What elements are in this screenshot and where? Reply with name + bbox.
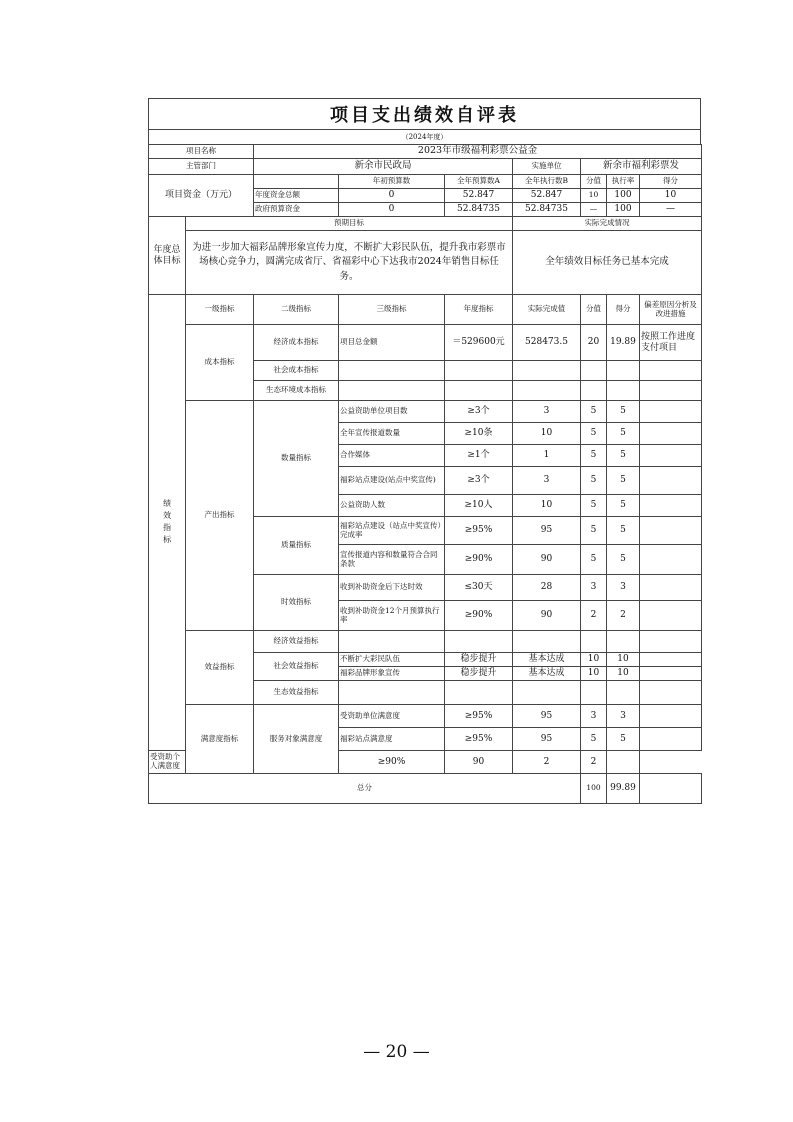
funds-row-name: 年度资金总额	[254, 189, 339, 203]
indicators-side-label: 绩效指标	[149, 295, 186, 751]
indicator-actual: 28	[513, 575, 581, 601]
indicator-score: 10	[581, 653, 607, 667]
indicator-score: 5	[581, 401, 607, 423]
funds-row-exec: 52.84735	[513, 203, 581, 217]
indicator-points: 5	[607, 545, 640, 575]
header-level2: 二级指标	[254, 295, 339, 325]
satisfaction-indicator-label: 满意度指标	[186, 705, 254, 774]
indicator-actual: 95	[513, 517, 581, 545]
funds-header-score: 分值	[581, 175, 607, 189]
total-label: 总分	[149, 774, 581, 804]
header-reason: 偏差原因分析及改进措施	[640, 295, 702, 325]
indicator-target: ≤30天	[445, 575, 513, 601]
indicator-item: 受资助个人满意度	[149, 751, 186, 774]
indicator-score: 5	[581, 495, 607, 517]
indicator-item: 收到补助资金后下达时效	[339, 575, 445, 601]
funds-row-name: 政府预算资金	[254, 203, 339, 217]
indicator-target: ≥3个	[445, 401, 513, 423]
dept-value: 新余市民政局	[254, 159, 513, 175]
indicator-points: 5	[607, 495, 640, 517]
indicator-score: 5	[581, 467, 607, 495]
indicator-actual: 95	[513, 705, 581, 728]
funds-header-rate: 执行率	[607, 175, 640, 189]
header-target: 年度指标	[445, 295, 513, 325]
indicator-points: 2	[607, 601, 640, 631]
funds-row-points: —	[640, 203, 702, 217]
indicator-points: 5	[607, 401, 640, 423]
indicator-item: 合作媒体	[339, 445, 445, 467]
indicator-points: 5	[607, 467, 640, 495]
social-cost-label: 社会成本指标	[254, 361, 339, 381]
indicator-target: 稳步提升	[445, 667, 513, 681]
indicator-target: ≥1个	[445, 445, 513, 467]
indicator-target: ≥95%	[445, 705, 513, 728]
indicator-actual: 10	[513, 423, 581, 445]
indicator-item: 收到补助资金12个月预算执行率	[339, 601, 445, 631]
econ-cost-label: 经济成本指标	[254, 325, 339, 361]
indicator-item: 福彩站点建设(站点中奖宣传)	[339, 467, 445, 495]
indicator-actual: 3	[513, 401, 581, 423]
indicator-points: 5	[607, 445, 640, 467]
econ-cost-score: 20	[581, 325, 607, 361]
total-points: 99.89	[607, 774, 640, 804]
funds-header-exec: 全年执行数B	[513, 175, 581, 189]
goals-label: 年度总体目标	[149, 217, 186, 295]
page-number: — 20 —	[363, 1042, 430, 1062]
indicator-points: 3	[607, 575, 640, 601]
header-level3: 三级指标	[339, 295, 445, 325]
project-name: 2023年市级福利彩票公益金	[254, 145, 702, 159]
indicator-target: 稳步提升	[445, 653, 513, 667]
econ-cost-actual: 528473.5	[513, 325, 581, 361]
timeliness-indicator-label: 时效指标	[254, 575, 339, 631]
funds-row-points: 10	[640, 189, 702, 203]
performance-table	[148, 144, 702, 804]
econ-cost-points: 19.89	[607, 325, 640, 361]
indicator-item: 福彩站点建设（站点中奖宣传）完成率	[339, 517, 445, 545]
project-name-label: 项目名称	[149, 145, 254, 159]
total-score: 100	[581, 774, 607, 804]
header-actual: 实际完成值	[513, 295, 581, 325]
header-points: 得分	[607, 295, 640, 325]
indicator-score: 5	[581, 445, 607, 467]
indicator-item: 宣传报道内容和数量符合合同条款	[339, 545, 445, 575]
benefit-indicator-label: 效益指标	[186, 631, 254, 705]
form-title: 项目支出绩效自评表	[148, 98, 701, 129]
indicator-item: 福彩站点满意度	[339, 728, 445, 751]
funds-label: 项目资金（万元）	[149, 175, 254, 217]
funds-header-blank	[254, 175, 339, 189]
funds-row-rate: 100	[607, 189, 640, 203]
actual-result-text: 全年绩效目标任务已基本完成	[513, 231, 702, 295]
impl-value: 新余市福利彩票发	[581, 159, 702, 175]
econ-cost-target: ＝529600元	[445, 325, 513, 361]
indicator-target: ≥95%	[445, 728, 513, 751]
indicator-score: 3	[581, 705, 607, 728]
indicator-actual: 90	[513, 545, 581, 575]
actual-result-header: 实际完成情况	[513, 217, 702, 231]
funds-header-points: 得分	[640, 175, 702, 189]
funds-header-initial: 年初预算数	[339, 175, 445, 189]
eco-benefit-label: 生态效益指标	[254, 681, 339, 705]
cost-indicator-label: 成本指标	[186, 325, 254, 401]
indicator-points: 5	[607, 423, 640, 445]
indicator-target: ≥90%	[445, 601, 513, 631]
year-label: （2024年度）	[148, 129, 701, 144]
funds-header-total: 全年预算数A	[445, 175, 513, 189]
funds-row-initial: 0	[339, 203, 445, 217]
indicator-target: ≥90%	[339, 751, 445, 774]
funds-row-total: 52.84735	[445, 203, 513, 217]
social-benefit-label: 社会效益指标	[254, 653, 339, 681]
indicator-target: ≥95%	[445, 517, 513, 545]
indicator-score: 5	[581, 423, 607, 445]
funds-row-total: 52.847	[445, 189, 513, 203]
indicator-points: 5	[607, 517, 640, 545]
impl-label: 实施单位	[513, 159, 581, 175]
indicator-actual: 95	[513, 728, 581, 751]
indicator-points: 10	[607, 667, 640, 681]
quantity-indicator-label: 数量指标	[254, 401, 339, 517]
quality-indicator-label: 质量指标	[254, 517, 339, 575]
indicator-score: 2	[581, 601, 607, 631]
indicator-points: 2	[581, 751, 607, 774]
indicator-item: 公益资助人数	[339, 495, 445, 517]
indicator-actual: 10	[513, 495, 581, 517]
indicator-points: 5	[607, 728, 640, 751]
indicator-actual: 1	[513, 445, 581, 467]
indicator-item: 福彩品牌形象宣传	[339, 667, 445, 681]
funds-row-rate: 100	[607, 203, 640, 217]
indicator-actual: 基本达成	[513, 653, 581, 667]
indicator-score: 5	[581, 545, 607, 575]
indicator-score: 10	[581, 667, 607, 681]
indicator-actual: 3	[513, 467, 581, 495]
indicator-score: 3	[581, 575, 607, 601]
econ-benefit-label: 经济效益指标	[254, 631, 339, 653]
performance-form	[148, 98, 701, 804]
header-score: 分值	[581, 295, 607, 325]
indicator-target: ≥90%	[445, 545, 513, 575]
expected-goal-text: 为进一步加大福彩品牌形象宣传力度，不断扩大彩民队伍，提升我市彩票市场核心竞争力，圆满完成省厅、省福彩中心下达我市2024年销售目标任务。	[186, 231, 513, 295]
indicator-score: 5	[581, 728, 607, 751]
econ-cost-reason: 按照工作进度支付项目	[640, 325, 702, 361]
dept-label: 主管部门	[149, 159, 254, 175]
indicator-target: ≥10人	[445, 495, 513, 517]
indicator-points: 3	[607, 705, 640, 728]
indicator-score: 2	[513, 751, 581, 774]
indicator-actual: 基本达成	[513, 667, 581, 681]
indicator-actual: 90	[513, 601, 581, 631]
indicator-points: 10	[607, 653, 640, 667]
funds-row-score: —	[581, 203, 607, 217]
indicator-item: 受资助单位满意度	[339, 705, 445, 728]
output-indicator-label: 产出指标	[186, 401, 254, 631]
indicator-item: 全年宣传报道数量	[339, 423, 445, 445]
funds-row-score: 10	[581, 189, 607, 203]
eco-cost-label: 生态环境成本指标	[254, 381, 339, 401]
expected-goal-header: 预期目标	[186, 217, 513, 231]
indicator-item: 不断扩大彩民队伍	[339, 653, 445, 667]
indicator-target: ≥10条	[445, 423, 513, 445]
funds-row-initial: 0	[339, 189, 445, 203]
indicator-item: 公益资助单位项目数	[339, 401, 445, 423]
header-level1: 一级指标	[186, 295, 254, 325]
funds-row-exec: 52.847	[513, 189, 581, 203]
service-satisfaction-label: 服务对象满意度	[254, 705, 339, 774]
econ-cost-item: 项目总金额	[339, 325, 445, 361]
indicator-score: 5	[581, 517, 607, 545]
indicator-actual: 90	[445, 751, 513, 774]
indicator-target: ≥3个	[445, 467, 513, 495]
